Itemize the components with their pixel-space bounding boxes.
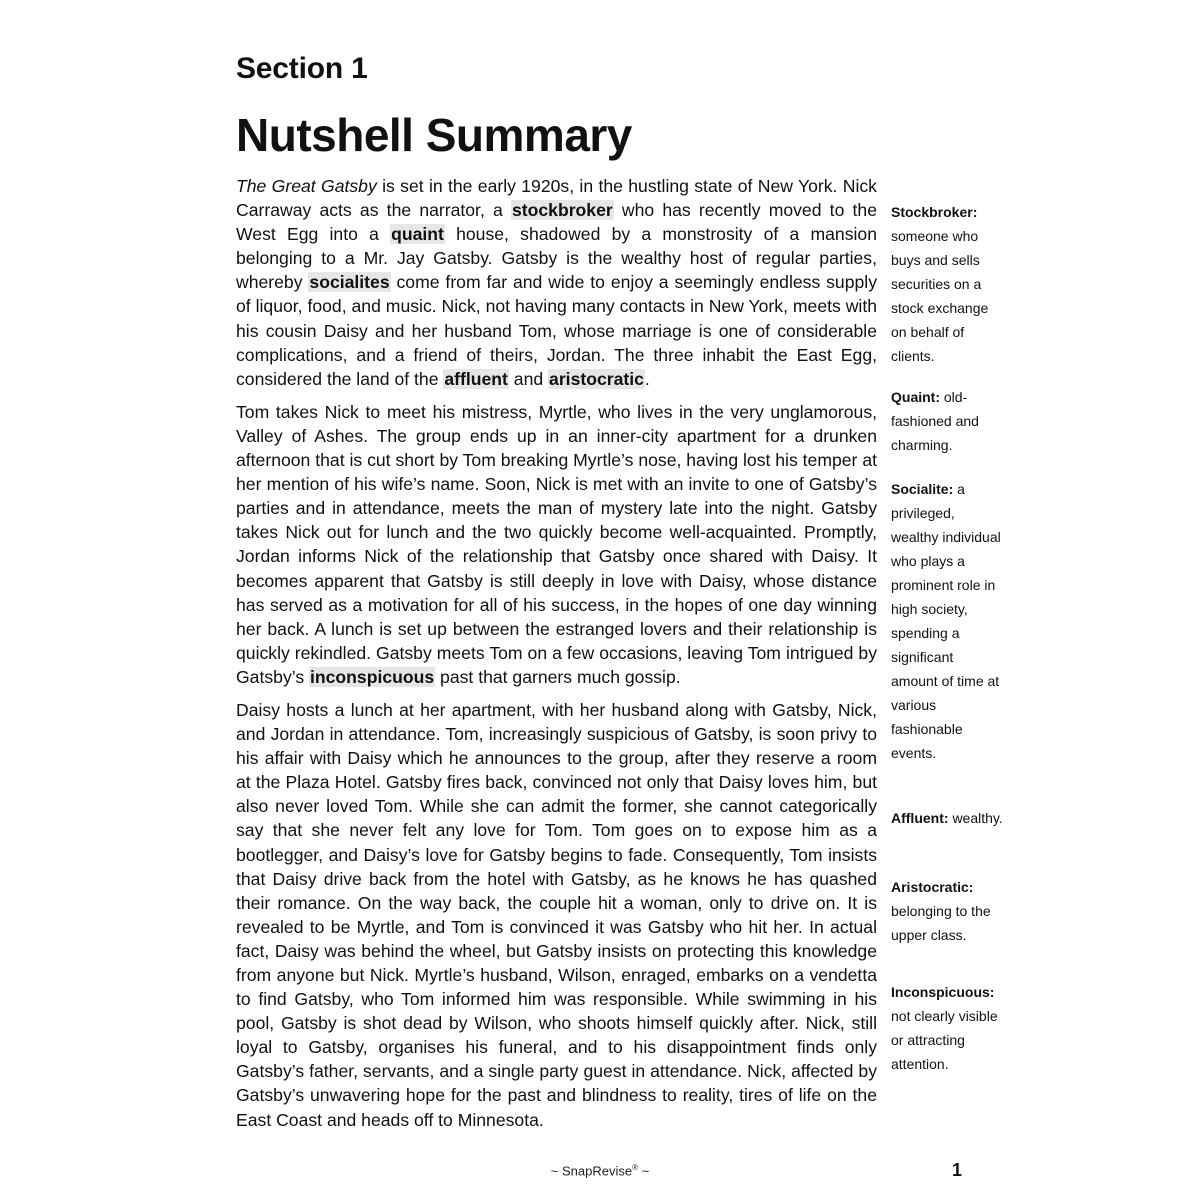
glossary-term: Quaint: <box>891 389 940 405</box>
footer-brand: ~ SnapRevise® ~ <box>550 1163 650 1179</box>
term-inconspicuous: inconspicuous <box>310 666 435 687</box>
glossary-entry-aristocratic <box>891 875 1003 947</box>
page-number: 1 <box>952 1160 963 1180</box>
term-socialites: socialites <box>309 272 390 293</box>
glossary-entry-stockbroker <box>891 200 1003 368</box>
glossary-definition: a privileged, wealthy individual who plays a prominent role in high society, spending a significant amount of time at various fashionable events. <box>891 481 1001 761</box>
glossary-term: Affluent: <box>891 810 949 826</box>
section-label: Section 1 <box>236 52 368 85</box>
glossary-definition: not clearly visible or attracting attention. <box>891 1008 998 1072</box>
glossary-term: Socialite: <box>891 481 954 497</box>
registered-mark: ® <box>632 1163 638 1172</box>
summary-paragraph-1: The Great Gatsby is set in the early 1920s, in the hustling state of New York. Nick Carraway acts as the narrator, a stockbroker who has recently moved to the West Egg into a quaint house, shadowed by a monstrosity of a mansion belonging to a Mr. Jay Gatsby. Gatsby is the wealthy host of regular parties, whereby socialites come from far and wide to enjoy a seemingly endless supply of liquor, food, and music. Nick, not having many contacts in New York, meets with his cousin Daisy and her husband Tom, whose marriage is one of considerable complications, and a friend of theirs, Jordan. The three inhabit the East Egg, considered the land of the affluent and aristocratic. <box>236 176 877 389</box>
book-title: The Great Gatsby <box>236 176 377 196</box>
glossary-entry-quaint <box>891 385 1003 457</box>
glossary-entry-socialite <box>891 477 1003 765</box>
glossary-entry-inconspicuous <box>891 980 1003 1076</box>
glossary-entry-affluent <box>891 806 1003 830</box>
summary-paragraph-3: Daisy hosts a lunch at her apartment, with her husband along with Gatsby, Nick, and Jordan in attendance. Tom, increasingly suspicious of Gatsby, is soon privy to his affair with Daisy which he announces to the group, after they reserve a room at the Plaza Hotel. Gatsby fires back, convinced not only that Daisy loves him, but also never loved Tom. While she can admit the former, she cannot categorically say that she never felt any love for Tom. Tom goes on to expose him as a bootlegger, and Daisy’s love for Gatsby begins to fade. Consequently, Tom insists that Daisy drive back from the hotel with Gatsby, as he knows he has quashed their romance. On the way back, the couple hit a woman, only to drive on. It is revealed to be Myrtle, and Tom is convinced it was Gatsby who hit her. In actual fact, Daisy was behind the wheel, but Gatsby insists on protecting this knowledge from anyone but Nick. Myrtle’s husband, Wilson, enraged, embarks on a vendetta to find Gatsby, who Tom informed him was responsible. While swimming in his pool, Gatsby is shot dead by Wilson, who shoots himself quickly after. Nick, still loyal to Gatsby, organises his funeral, and to his disappointment finds only Gatsby’s father, servants, and a single party guest in attendance. Nick, affected by Gatsby’s unwavering hope for the past and blindness to reality, tires of life on the East Coast and heads off to Minnesota. <box>236 699 877 1130</box>
page-title: Nutshell Summary <box>236 109 632 161</box>
glossary-term: Inconspicuous: <box>891 984 995 1000</box>
summary-body <box>236 174 877 1141</box>
term-quaint: quaint <box>391 224 444 245</box>
glossary-term: Aristocratic: <box>891 879 974 895</box>
glossary-definition: wealthy. <box>952 810 1003 826</box>
term-affluent: affluent <box>444 368 508 389</box>
term-stockbroker: stockbroker <box>512 200 613 221</box>
term-aristocratic: aristocratic <box>549 368 644 389</box>
glossary-definition: old-fashioned and charming. <box>891 389 979 453</box>
glossary-term: Stockbroker: <box>891 204 978 220</box>
summary-paragraph-2: Tom takes Nick to meet his mistress, Myrtle, who lives in the very unglamorous, Valley of Ashes. The group ends up in an inner-city apartment for a drunken afternoon that is cut short by Tom breaking Myrtle’s nose, having lost his temper at her mention of his wife’s name. Soon, Nick is met with an invite to one of Gatsby’s parties and in attendance, meets the man of mystery late into the night. Gatsby takes Nick out for lunch and the two quickly become well-acquainted. Promptly, Jordan informs Nick of the relationship that Gatsby once shared with Daisy. It becomes apparent that Gatsby is still deeply in love with Daisy, whose distance has served as a motivation for all of his success, in the hopes of one day winning her back. A lunch is set up between the estranged lovers and their relationship is quickly rekindled. Gatsby meets Tom on a few occasions, leaving Tom intrigued by Gatsby’s inconspicuous past that garners much gossip. <box>236 401 877 687</box>
glossary-definition: someone who buys and sells securities on a stock exchange on behalf of clients. <box>891 228 989 364</box>
glossary-definition: belonging to the upper class. <box>891 903 991 943</box>
